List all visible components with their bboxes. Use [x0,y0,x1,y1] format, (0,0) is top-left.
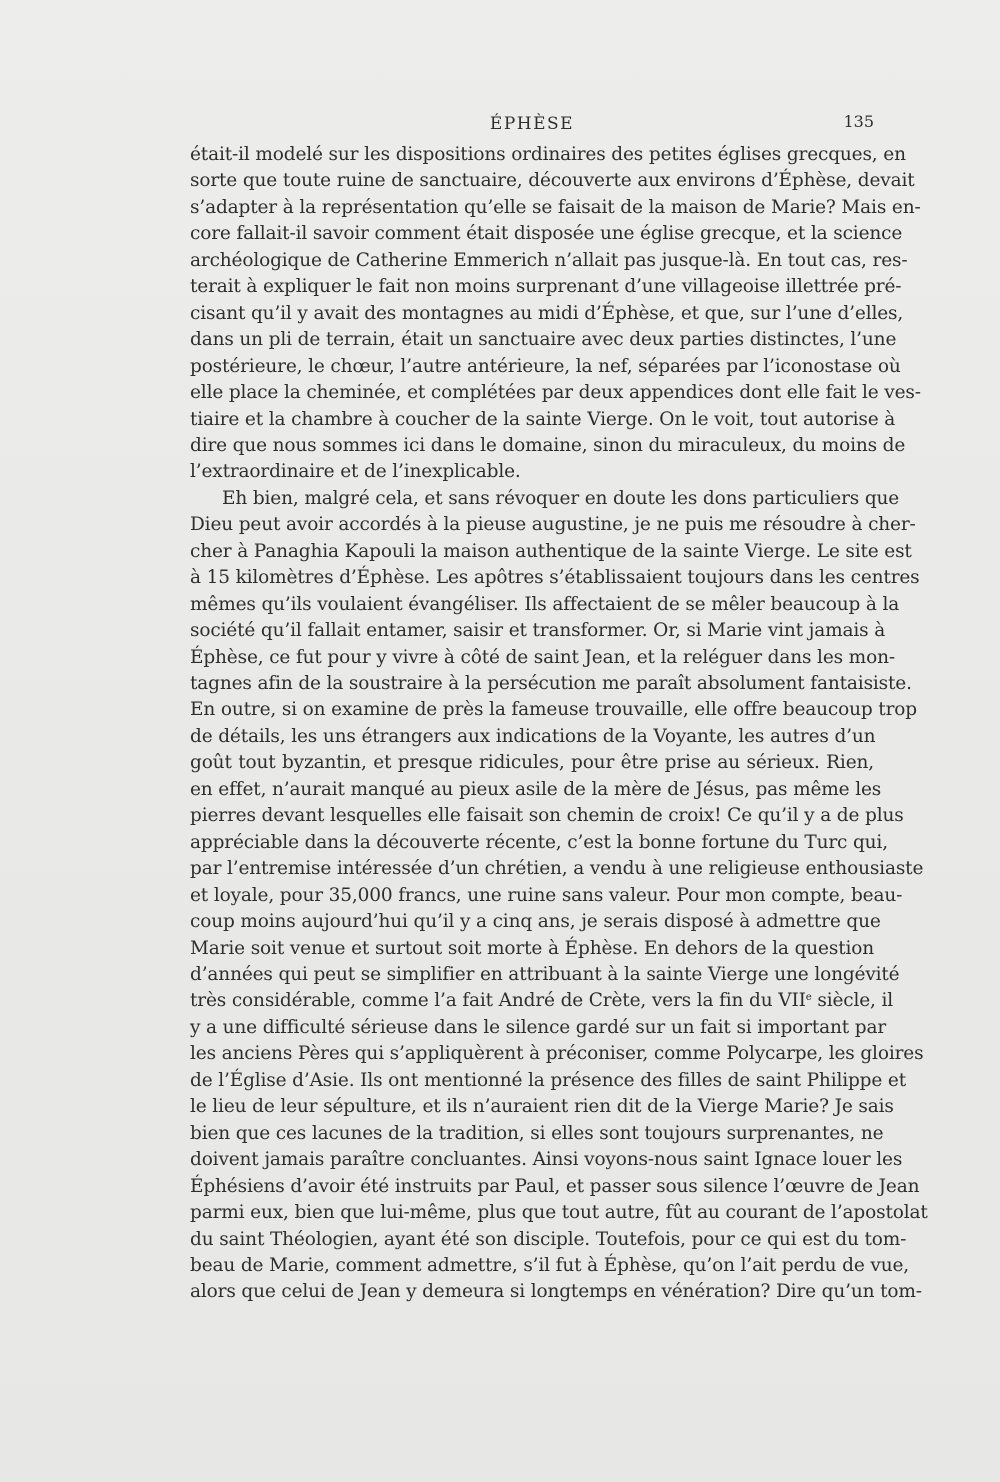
text-line: par l’entremise intéressée d’un chrétien, a vendu à une religieuse enthousiaste [190,858,924,880]
text-line: le lieu de leur sépulture, et ils n’auraient rien dit de la Vierge Marie? Je sais [190,1096,894,1118]
text-line: En outre, si on examine de près la fameuse trouvaille, elle offre beaucoup trop [190,699,917,721]
text-line: à 15 kilomètres d’Éphèse. Les apôtres s’établissaient toujours dans les centres [190,567,920,589]
text-line: appréciable dans la découverte récente, c’est la bonne fortune du Turc qui, [190,831,888,853]
text-line: d’années qui peut se simplifier en attribuant à la sainte Vierge une longévité [190,963,900,985]
text-line: postérieure, le chœur, l’autre antérieure, la nef, séparées par l’iconostase où [190,355,901,377]
text-line: de détails, les uns étrangers aux indications de la Voyante, les autres d’un [190,725,876,747]
running-head [190,113,874,135]
text-line: bien que ces lacunes de la tradition, si elles sont toujours surprenantes, ne [190,1122,884,1144]
text-line: tiaire et la chambre à coucher de la sainte Vierge. On le voit, tout autorise à [190,408,896,430]
text-line: cisant qu’il y avait des montagnes au midi d’Éphèse, et que, sur l’une d’elles, [190,302,904,324]
text-line: s’adapter à la représentation qu’elle se faisait de la maison de Marie? Mais en- [190,196,921,218]
text-line: core fallait-il savoir comment était disposée une église grecque, et la science [190,223,903,245]
running-title: ÉPHÈSE [489,114,575,134]
text-line: terait à expliquer le fait non moins surprenant d’une villageoise illettrée pré- [190,276,902,298]
text-line: alors que celui de Jean y demeura si longtemps en vénération? Dire qu’un tom- [190,1281,922,1303]
text-line: dire que nous sommes ici dans le domaine, sinon du miraculeux, du moins de [190,434,906,456]
text-line: du saint Théologien, ayant été son disciple. Toutefois, pour ce qui est du tom- [190,1228,907,1250]
text-line: en effet, n’aurait manqué au pieux asile de la mère de Jésus, pas même les [190,778,882,800]
text-line: mêmes qu’ils voulaient évangéliser. Ils affectaient de se mêler beaucoup à la [190,593,900,615]
text-line: sorte que toute ruine de sanctuaire, découverte aux environs d’Éphèse, devait [190,170,915,192]
page-number: 135 [843,112,874,131]
text-line: doivent jamais paraître concluantes. Ainsi voyons-nous saint Ignace louer les [190,1149,903,1171]
text-line: les anciens Pères qui s’appliquèrent à préconiser, comme Polycarpe, les gloires [190,1043,924,1065]
text-line: Marie soit venue et surtout soit morte à Éphèse. En dehors de la question [190,937,874,959]
text-line: société qu’il fallait entamer, saisir et transformer. Or, si Marie vint jamais à [190,620,886,642]
text-line: Dieu peut avoir accordés à la pieuse augustine, je ne puis me résoudre à cher- [190,514,916,536]
text-line: Éphésiens d’avoir été instruits par Paul, et passer sous silence l’œuvre de Jean [190,1175,920,1197]
text-line: de l’Église d’Asie. Ils ont mentionné la présence des filles de saint Philippe et [190,1069,906,1091]
text-line: coup moins aujourd’hui qu’il y a cinq ans, je serais disposé à admettre que [190,911,881,932]
text-line: Eh bien, malgré cela, et sans révoquer en doute les dons particuliers que [222,487,900,509]
text-line: parmi eux, bien que lui-même, plus que tout autre, fût au courant de l’apostolat [190,1202,928,1223]
text-line: y a une difficulté sérieuse dans le silence gardé sur un fait si important par [190,1016,887,1038]
text-line: et loyale, pour 35,000 francs, une ruine sans valeur. Pour mon compte, beau- [190,884,903,906]
text-line: était-il modelé sur les dispositions ordinaires des petites églises grecques, en [190,144,906,165]
text-line: tagnes afin de la soustraire à la persécution me paraît absolument fantaisiste. [190,673,912,694]
text-line: dans un pli de terrain, était un sanctuaire avec deux parties distinctes, l’une [190,329,897,351]
text-line: très considérable, comme l’a fait André de Crète, vers la fin du VIIe siècle, il [190,990,894,1012]
text-line: cher à Panaghia Kapouli la maison authentique de la sainte Vierge. Le site est [190,540,912,562]
text-line: Éphèse, ce fut pour y vivre à côté de saint Jean, et la reléguer dans les mon- [190,646,895,668]
text-line: beau de Marie, comment admettre, s’il fut à Éphèse, qu’on l’ait perdu de vue, [190,1254,909,1276]
text-line: pierres devant lesquelles elle faisait son chemin de croix! Ce qu’il y a de plus [190,805,904,827]
text-line: archéologique de Catherine Emmerich n’allait pas jusque-là. En tout cas, res- [190,249,908,271]
text-line: elle place la cheminée, et complétées par deux appendices dont elle fait le ves- [190,382,921,403]
text-line: l’extraordinaire et de l’inexplicable. [190,461,521,483]
text-line: goût tout byzantin, et presque ridicules, pour être prise au sérieux. Rien, [190,752,874,774]
